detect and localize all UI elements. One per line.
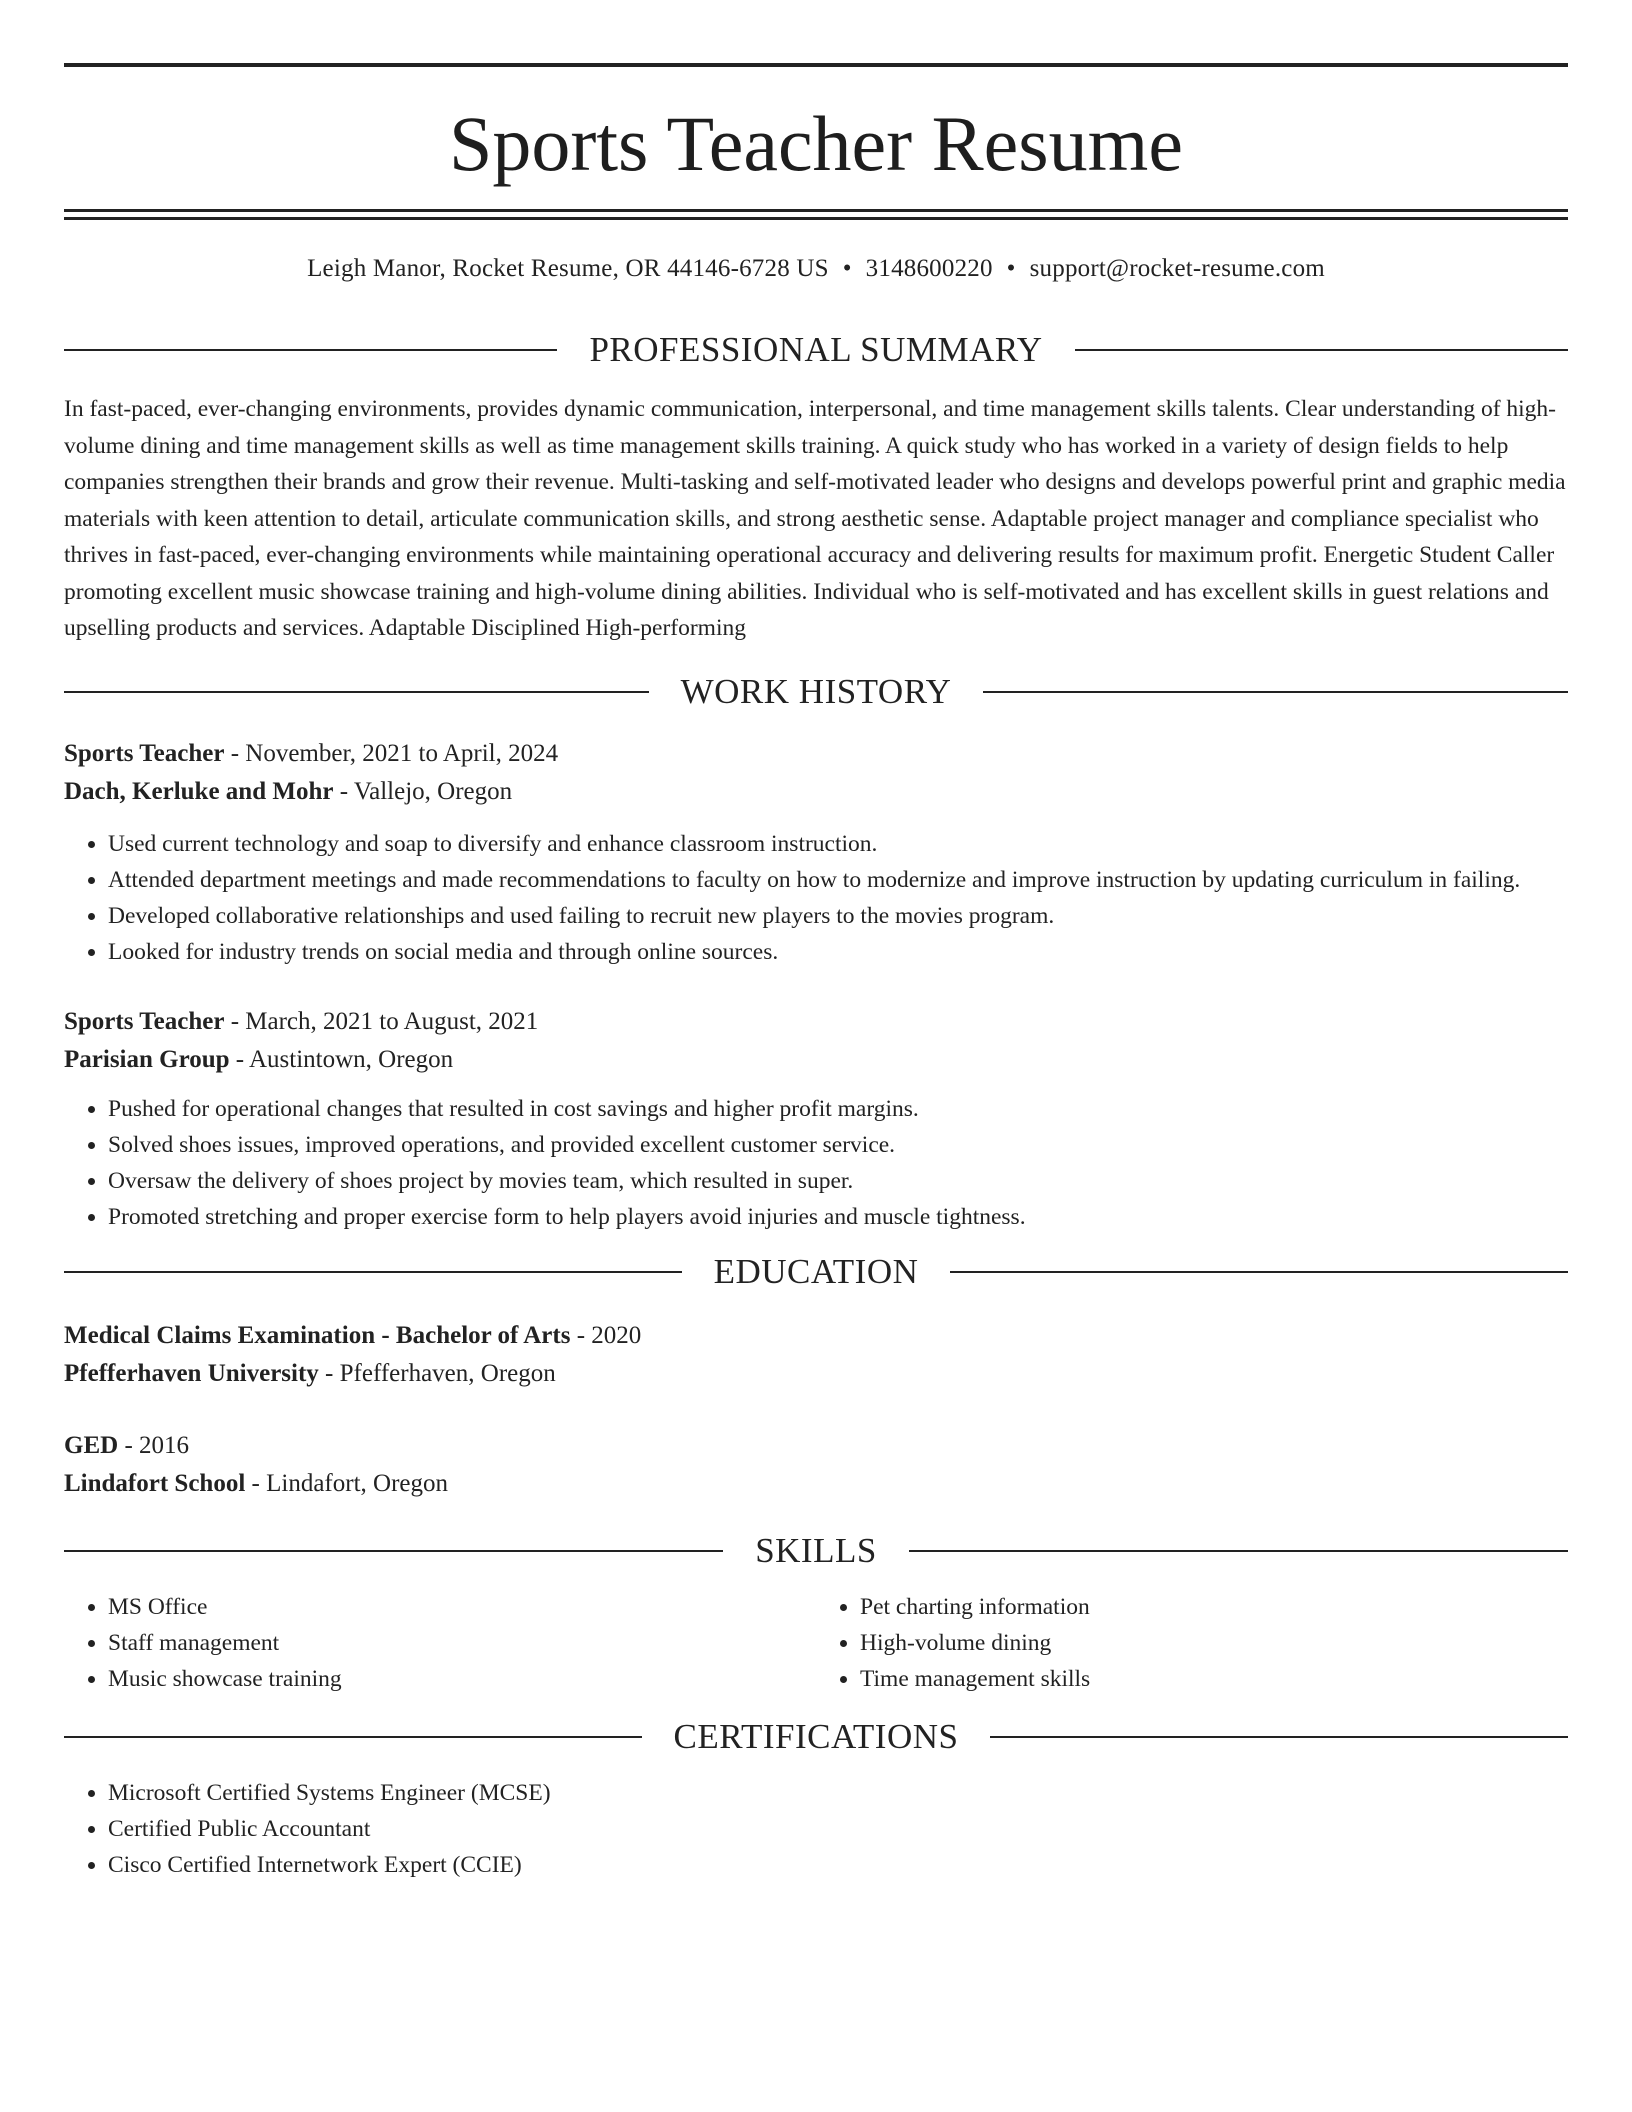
skill-item: • Staff management xyxy=(108,1625,816,1661)
job-bullets xyxy=(64,1091,1568,1235)
list-item: • Pushed for operational changes that resulted in cost savings and higher profit margins. xyxy=(108,1091,1568,1127)
degree-name: Medical Claims Examination - Bachelor of Arts xyxy=(64,1321,571,1349)
school-line xyxy=(64,1465,1568,1503)
heading-label: SKILLS xyxy=(755,1530,877,1570)
list-item: • Solved shoes issues, improved operations, and provided excellent customer service. xyxy=(108,1127,1568,1163)
list-item: • Looked for industry trends on social media and through online sources. xyxy=(108,934,1568,970)
title-double-rule xyxy=(64,209,1568,220)
job-dates: - November, 2021 to April, 2024 xyxy=(224,739,559,767)
section-heading-summary xyxy=(64,330,1568,370)
school-location: - Lindafort, Oregon xyxy=(245,1469,448,1497)
school-location: - Pfefferhaven, Oregon xyxy=(318,1359,556,1387)
contact-separator: • xyxy=(1006,255,1016,282)
degree-year: - 2020 xyxy=(570,1321,642,1349)
school-name: Pfefferhaven University xyxy=(64,1359,319,1387)
certification-item: • Certified Public Accountant xyxy=(108,1811,1568,1847)
degree-line xyxy=(64,1317,1568,1355)
degree-name: GED xyxy=(64,1431,119,1459)
skills-column-left xyxy=(64,1589,816,1697)
skill-item: • MS Office xyxy=(108,1589,816,1625)
heading-rule-left xyxy=(64,691,649,693)
company-name: Dach, Kerluke and Mohr xyxy=(64,777,334,805)
company-line xyxy=(64,773,1568,811)
certifications-list xyxy=(64,1775,1568,1883)
list-item: • Oversaw the delivery of shoes project by movies team, which resulted in super. xyxy=(108,1163,1568,1199)
list-item: • Attended department meetings and made recommendations to faculty on how to modernize and improve instruction by updating curriculum in failing. xyxy=(108,862,1568,898)
section-heading-education xyxy=(64,1252,1568,1292)
job-dates: - March, 2021 to August, 2021 xyxy=(224,1007,539,1035)
company-location: - Vallejo, Oregon xyxy=(333,777,513,805)
skill-item: • Pet charting information xyxy=(860,1589,1568,1625)
company-line xyxy=(64,1041,1568,1079)
summary-text: In fast-paced, ever-changing environments, provides dynamic communication, interpersonal, and time management skills talents. Clear understanding of high-volume dining and time management skills as well as time management skills training. A quick study who has worked in a variety of design fields to help companies strengthen their brands and grow their revenue. Multi-tasking and self-motivated leader who designs and develops powerful print and graphic media materials with keen attention to detail, articulate communication skills, and strong aesthetic sense. Adaptable project manager and compliance specialist who thrives in fast-paced, ever-changing environments while maintaining operational accuracy and delivering results for maximum profit. Energetic Student Caller promoting excellent music showcase training and high-volume dining abilities. Individual who is self-motivated and has excellent skills in guest relations and upselling products and services. Adaptable Disciplined High-performing xyxy=(64,396,1566,641)
resume-title: Sports Teacher Resume xyxy=(449,100,1183,187)
heading-rule-left xyxy=(64,1271,682,1273)
heading-rule-left xyxy=(64,1736,642,1738)
certification-item: • Cisco Certified Internetwork Expert (CCIE) xyxy=(108,1847,1568,1883)
section-heading-skills xyxy=(64,1531,1568,1571)
company-name: Parisian Group xyxy=(64,1045,230,1073)
company-location: - Austintown, Oregon xyxy=(229,1045,454,1073)
skill-item: • Time management skills xyxy=(860,1661,1568,1697)
job-title: Sports Teacher xyxy=(64,1007,225,1035)
heading-rule-right xyxy=(983,691,1568,693)
list-item: • Promoted stretching and proper exercise form to help players avoid injuries and muscle tightness. xyxy=(108,1199,1568,1235)
job-title: Sports Teacher xyxy=(64,739,225,767)
heading-rule-right xyxy=(950,1271,1568,1273)
section-heading-certifications xyxy=(64,1717,1568,1757)
certification-item: • Microsoft Certified Systems Engineer (MCSE) xyxy=(108,1775,1568,1811)
degree-line xyxy=(64,1427,1568,1465)
job-entry xyxy=(64,735,1568,970)
education-entry xyxy=(64,1427,1568,1503)
job-title-line xyxy=(64,735,1568,773)
school-line xyxy=(64,1355,1568,1393)
contact-email: support@rocket-resume.com xyxy=(1029,255,1325,282)
skill-item: • Music showcase training xyxy=(108,1661,816,1697)
skill-item: • High-volume dining xyxy=(860,1625,1568,1661)
contact-separator: • xyxy=(842,255,852,282)
school-name: Lindafort School xyxy=(64,1469,246,1497)
heading-rule-left xyxy=(64,1550,723,1552)
skills-grid xyxy=(64,1589,1568,1697)
contact-line xyxy=(64,254,1568,284)
job-bullets xyxy=(64,826,1568,970)
heading-label: EDUCATION xyxy=(713,1251,919,1291)
skills-column-right xyxy=(816,1589,1568,1697)
contact-phone: 3148600220 xyxy=(865,255,993,282)
heading-rule-right xyxy=(1075,349,1568,351)
list-item: • Used current technology and soap to diversify and enhance classroom instruction. xyxy=(108,826,1568,862)
section-heading-work xyxy=(64,672,1568,712)
list-item: • Developed collaborative relationships and used failing to recruit new players to the movies program. xyxy=(108,898,1568,934)
heading-rule-right xyxy=(990,1736,1568,1738)
degree-year: - 2016 xyxy=(118,1431,190,1459)
heading-label: WORK HISTORY xyxy=(680,671,952,711)
heading-label: CERTIFICATIONS xyxy=(673,1716,959,1756)
education-entry xyxy=(64,1317,1568,1393)
resume-page xyxy=(64,63,1568,1883)
contact-address: Leigh Manor, Rocket Resume, OR 44146-6728 US xyxy=(307,255,829,282)
job-entry xyxy=(64,1003,1568,1235)
top-rule xyxy=(64,63,1568,67)
heading-rule-right xyxy=(909,1550,1568,1552)
heading-rule-left xyxy=(64,349,557,351)
heading-label: PROFESSIONAL SUMMARY xyxy=(589,330,1043,369)
job-title-line xyxy=(64,1003,1568,1041)
